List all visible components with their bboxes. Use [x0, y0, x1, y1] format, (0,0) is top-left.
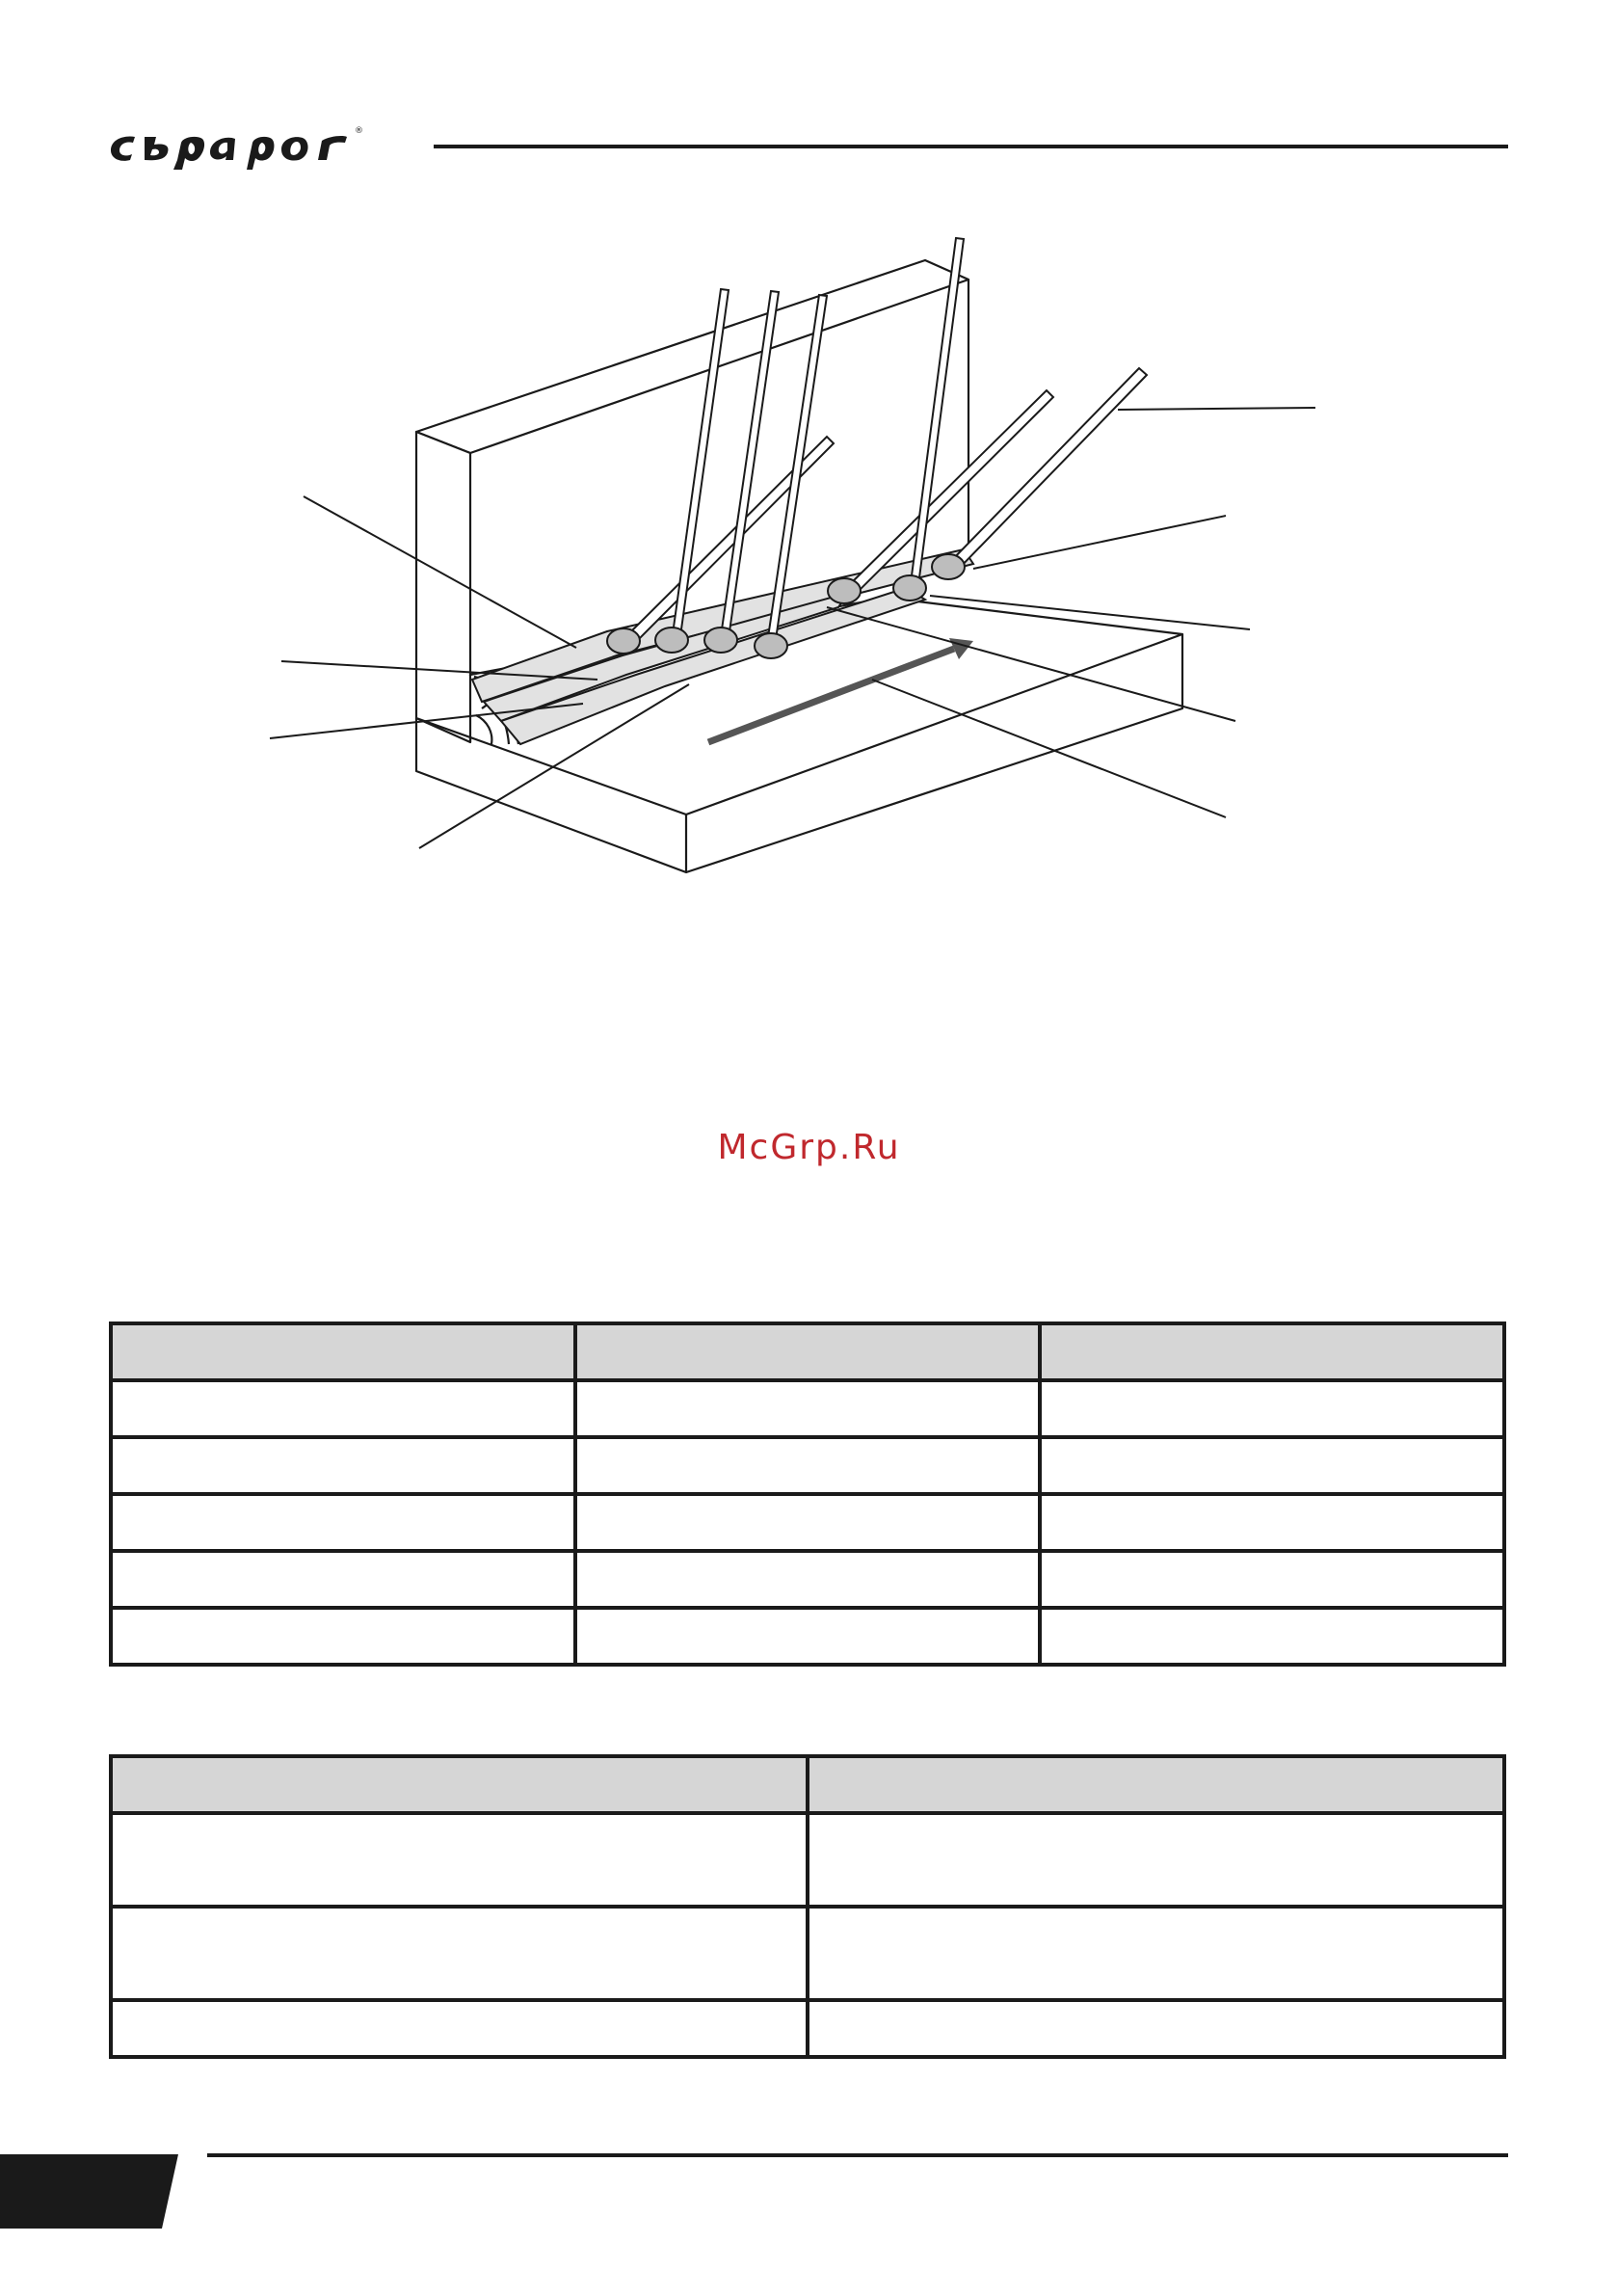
table-cell [808, 1813, 1504, 1907]
table-cell [575, 1551, 1040, 1608]
table-row [111, 1907, 1504, 2000]
table-secondary [109, 1754, 1506, 2059]
registered-mark: ® [355, 126, 363, 136]
table-cell [111, 1608, 575, 1665]
table-row [111, 1551, 1504, 1608]
table-cell [1040, 1437, 1504, 1494]
table-cell [1040, 1608, 1504, 1665]
table-cell [111, 1437, 575, 1494]
table-cell [111, 1813, 808, 1907]
table-cell [111, 1551, 575, 1608]
table-row [111, 1494, 1504, 1551]
watermark: McGrp.Ru [717, 1128, 901, 1167]
table-cell [1040, 1380, 1504, 1437]
weld-diagram [260, 231, 1330, 887]
svarog-logo [106, 114, 395, 172]
table-header-row [111, 1756, 1504, 1813]
table-row [111, 1813, 1504, 1907]
table-cell [808, 2000, 1504, 2057]
table-primary [109, 1322, 1506, 1667]
table-header-row [111, 1323, 1504, 1380]
table-cell [111, 1907, 808, 2000]
table-cell [575, 1437, 1040, 1494]
table-cell [111, 1494, 575, 1551]
footer-rule [207, 2153, 1508, 2157]
table-header-cell [111, 1756, 808, 1813]
table-cell [1040, 1551, 1504, 1608]
page-number-tab [0, 2154, 178, 2229]
table-header-cell [111, 1323, 575, 1380]
table-cell [111, 2000, 808, 2057]
table-cell [1040, 1494, 1504, 1551]
table-cell [111, 1380, 575, 1437]
table-row [111, 2000, 1504, 2057]
table-row [111, 1608, 1504, 1665]
table-header-cell [1040, 1323, 1504, 1380]
header-rule [434, 145, 1508, 148]
table-cell [575, 1608, 1040, 1665]
table-header-cell [808, 1756, 1504, 1813]
table-header-cell [575, 1323, 1040, 1380]
table-cell [808, 1907, 1504, 2000]
table-row [111, 1380, 1504, 1437]
table-cell [575, 1380, 1040, 1437]
table-cell [575, 1494, 1040, 1551]
table-row [111, 1437, 1504, 1494]
